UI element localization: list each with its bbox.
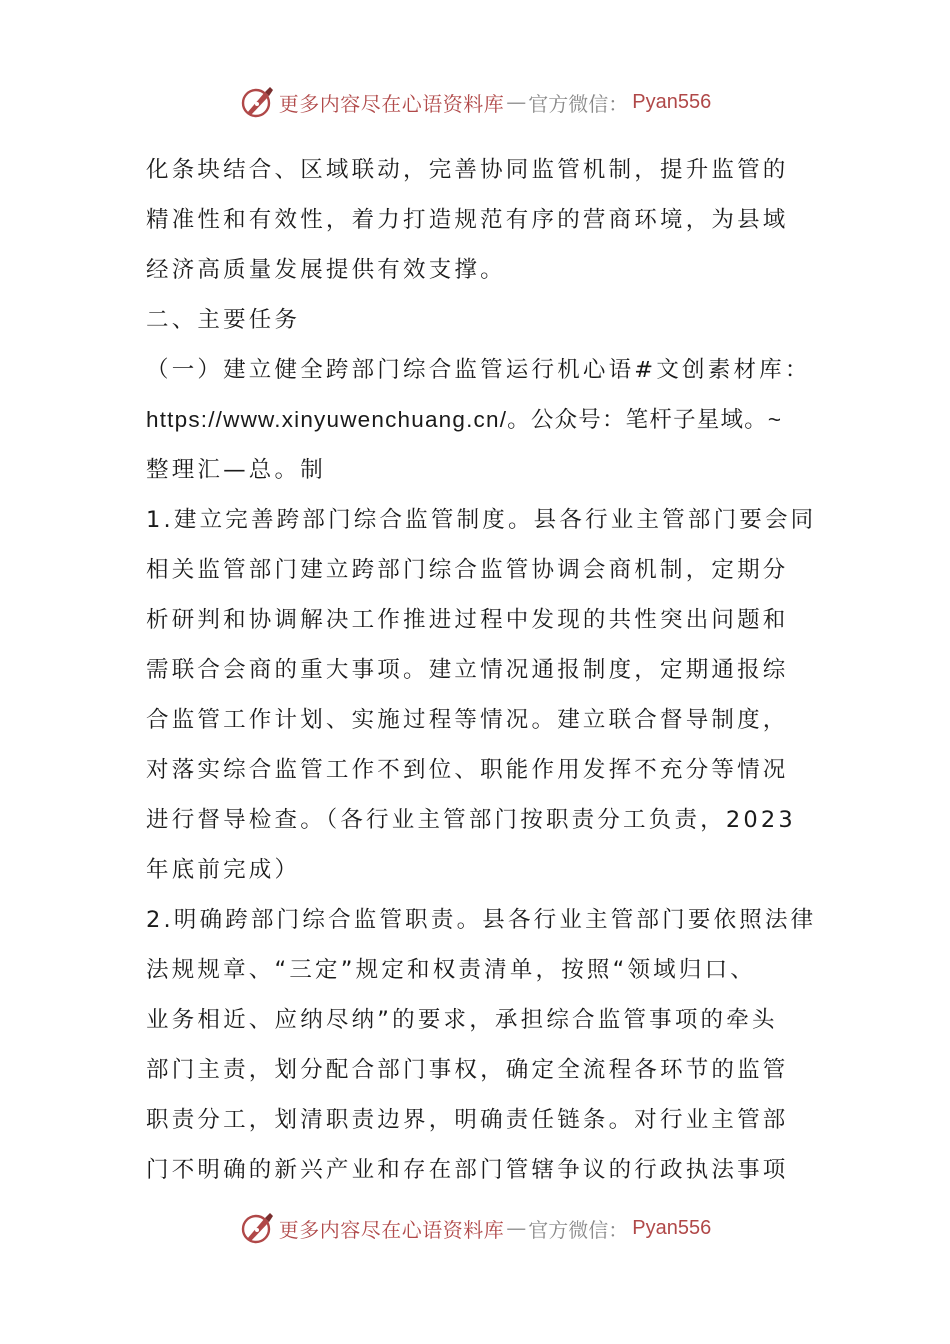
body-line: 进行督导检查。（各行业主管部门按职责分工负责，2023 bbox=[146, 807, 796, 833]
body-line: 整理汇—总。制 bbox=[146, 457, 326, 483]
banner-label: 官方微信： bbox=[528, 91, 629, 116]
body-line: 对落实综合监管工作不到位、职能作用发挥不充分等情况 bbox=[146, 757, 789, 783]
body-line: 经济高质量发展提供有效支撑。 bbox=[146, 257, 506, 283]
body-line: 门不明确的新兴产业和存在部门管辖争议的行政执法事项 bbox=[146, 1157, 789, 1183]
pen-logo-icon bbox=[239, 1210, 275, 1246]
header-banner bbox=[0, 82, 950, 122]
body-line: 法规规章、“三定”规定和权责清单，按照“领域归口、 bbox=[146, 957, 756, 983]
banner-wechat-id: Pyan556 bbox=[632, 90, 712, 113]
banner-label: 官方微信： bbox=[528, 1217, 629, 1242]
footer-banner bbox=[0, 1208, 950, 1248]
banner-separator: — bbox=[506, 90, 527, 114]
banner-main-text: 更多内容尽在心语资料库 bbox=[278, 1217, 505, 1242]
body-line: 2.明确跨部门综合监管职责。县各行业主管部门要依照法律 bbox=[146, 907, 817, 933]
pen-logo-icon bbox=[239, 84, 275, 120]
banner-wechat-id: Pyan556 bbox=[632, 1216, 712, 1239]
body-line: 相关监管部门建立跨部门综合监管协调会商机制，定期分 bbox=[146, 557, 789, 583]
body-line: 合监管工作计划、实施过程等情况。建立联合督导制度， bbox=[146, 707, 789, 733]
banner-main-text: 更多内容尽在心语资料库 bbox=[278, 91, 505, 116]
body-line: 职责分工，划清职责边界，明确责任链条。对行业主管部 bbox=[146, 1107, 789, 1133]
body-line: 年底前完成） bbox=[146, 857, 301, 883]
body-line: 业务相近、应纳尽纳”的要求，承担综合监管事项的牵头 bbox=[146, 1007, 778, 1033]
document-body bbox=[146, 145, 816, 1195]
subsection-heading: （一）建立健全跨部门综合监管运行机心语#文创素材库： bbox=[146, 357, 811, 383]
banner-separator: — bbox=[506, 1216, 527, 1240]
body-line: 化条块结合、区域联动，完善协同监管机制，提升监管的 bbox=[146, 157, 789, 183]
body-line: 需联合会商的重大事项。建立情况通报制度，定期通报综 bbox=[146, 657, 789, 683]
section-heading: 二、主要任务 bbox=[146, 307, 301, 333]
body-line: 部门主责，划分配合部门事权，确定全流程各环节的监管 bbox=[146, 1057, 789, 1083]
body-line-url: https://www.xinyuwenchuang.cn/。公众号：笔杆子星域。~ bbox=[146, 407, 783, 432]
body-line: 精准性和有效性，着力打造规范有序的营商环境，为县域 bbox=[146, 207, 789, 233]
body-line: 析研判和协调解决工作推进过程中发现的共性突出问题和 bbox=[146, 607, 789, 633]
body-line: 1.建立完善跨部门综合监管制度。县各行业主管部门要会同 bbox=[146, 507, 817, 533]
